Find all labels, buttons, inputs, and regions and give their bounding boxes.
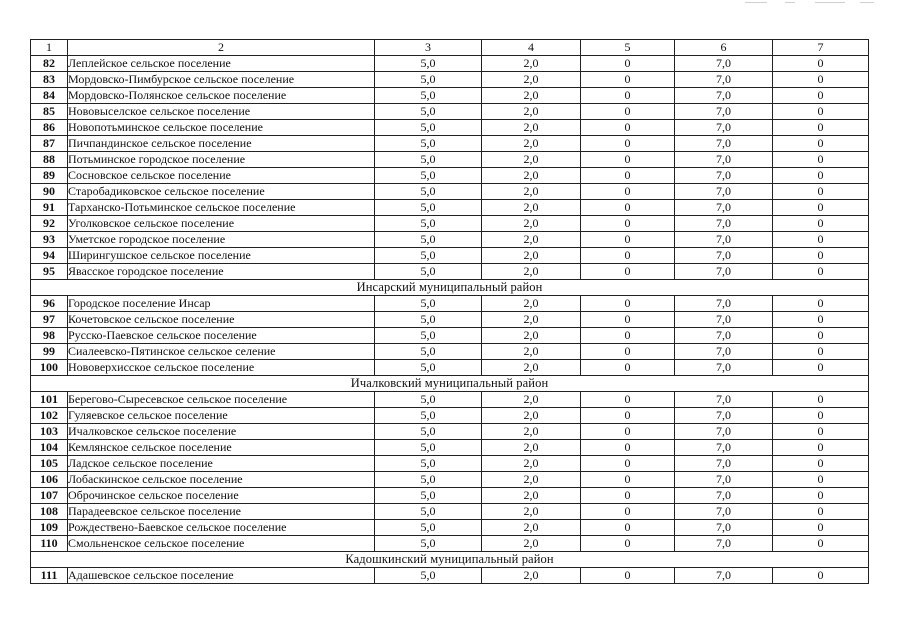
row-number: 85 (31, 104, 68, 120)
table-row (31, 72, 869, 88)
value-col6: 7,0 (675, 392, 773, 408)
value-col7: 0 (773, 136, 869, 152)
table-body (31, 40, 869, 584)
value-col5: 0 (581, 408, 675, 424)
value-col6: 7,0 (675, 200, 773, 216)
value-col6: 7,0 (675, 136, 773, 152)
value-col6: 7,0 (675, 360, 773, 376)
settlement-name: Ширингушское сельское поселение (68, 248, 375, 264)
value-col7: 0 (773, 312, 869, 328)
settlement-name: Адашевское сельское поселение (68, 568, 375, 584)
value-col6: 7,0 (675, 344, 773, 360)
value-col3: 5,0 (375, 72, 482, 88)
value-col5: 0 (581, 488, 675, 504)
row-number: 97 (31, 312, 68, 328)
table-row (31, 424, 869, 440)
value-col7: 0 (773, 104, 869, 120)
value-col4: 2,0 (482, 328, 581, 344)
value-col5: 0 (581, 296, 675, 312)
table-row (31, 456, 869, 472)
settlement-name: Мордовско-Пимбурское сельское поселение (68, 72, 375, 88)
settlement-name: Старобадиковское сельское поселение (68, 184, 375, 200)
value-col5: 0 (581, 184, 675, 200)
value-col6: 7,0 (675, 440, 773, 456)
row-number: 93 (31, 232, 68, 248)
value-col5: 0 (581, 536, 675, 552)
row-number: 102 (31, 408, 68, 424)
value-col7: 0 (773, 424, 869, 440)
header-cell: 3 (375, 40, 482, 56)
value-col5: 0 (581, 520, 675, 536)
value-col7: 0 (773, 88, 869, 104)
settlement-name: Берегово-Сыресевское сельское поселение (68, 392, 375, 408)
row-number: 92 (31, 216, 68, 232)
value-col5: 0 (581, 456, 675, 472)
row-number: 111 (31, 568, 68, 584)
value-col4: 2,0 (482, 120, 581, 136)
value-col7: 0 (773, 408, 869, 424)
value-col6: 7,0 (675, 264, 773, 280)
table-row (31, 120, 869, 136)
settlement-name: Русско-Паевское сельское поселение (68, 328, 375, 344)
value-col4: 2,0 (482, 248, 581, 264)
row-number: 101 (31, 392, 68, 408)
rates-table (30, 39, 869, 584)
value-col3: 5,0 (375, 56, 482, 72)
value-col5: 0 (581, 504, 675, 520)
value-col7: 0 (773, 264, 869, 280)
row-number: 91 (31, 200, 68, 216)
value-col6: 7,0 (675, 104, 773, 120)
scan-artifact (745, 0, 895, 8)
value-col7: 0 (773, 328, 869, 344)
value-col3: 5,0 (375, 440, 482, 456)
value-col3: 5,0 (375, 344, 482, 360)
value-col7: 0 (773, 232, 869, 248)
table-row (31, 104, 869, 120)
value-col4: 2,0 (482, 520, 581, 536)
value-col3: 5,0 (375, 248, 482, 264)
row-number: 89 (31, 168, 68, 184)
value-col4: 2,0 (482, 88, 581, 104)
row-number: 83 (31, 72, 68, 88)
value-col7: 0 (773, 216, 869, 232)
header-cell: 7 (773, 40, 869, 56)
row-number: 100 (31, 360, 68, 376)
settlement-name: Оброчинское сельское поселение (68, 488, 375, 504)
row-number: 96 (31, 296, 68, 312)
value-col5: 0 (581, 120, 675, 136)
value-col6: 7,0 (675, 488, 773, 504)
value-col3: 5,0 (375, 264, 482, 280)
value-col6: 7,0 (675, 536, 773, 552)
settlement-name: Новопотьминское сельское поселение (68, 120, 375, 136)
value-col6: 7,0 (675, 216, 773, 232)
value-col7: 0 (773, 504, 869, 520)
table-row (31, 328, 869, 344)
value-col7: 0 (773, 392, 869, 408)
value-col6: 7,0 (675, 88, 773, 104)
value-col5: 0 (581, 88, 675, 104)
settlement-name: Кочетовское сельское поселение (68, 312, 375, 328)
settlement-name: Городское поселение Инсар (68, 296, 375, 312)
value-col7: 0 (773, 200, 869, 216)
row-number: 95 (31, 264, 68, 280)
value-col5: 0 (581, 568, 675, 584)
district-section-row (31, 552, 869, 568)
value-col4: 2,0 (482, 408, 581, 424)
value-col4: 2,0 (482, 152, 581, 168)
value-col7: 0 (773, 472, 869, 488)
settlement-name: Сиалеевско-Пятинское сельское селение (68, 344, 375, 360)
value-col4: 2,0 (482, 136, 581, 152)
header-row (31, 40, 869, 56)
header-cell: 4 (482, 40, 581, 56)
value-col3: 5,0 (375, 424, 482, 440)
value-col5: 0 (581, 152, 675, 168)
value-col4: 2,0 (482, 424, 581, 440)
district-title: Кадошкинский муниципальный район (31, 552, 869, 568)
table-row (31, 232, 869, 248)
row-number: 82 (31, 56, 68, 72)
settlement-name: Смольненское сельское поселение (68, 536, 375, 552)
value-col5: 0 (581, 392, 675, 408)
settlement-name: Рождествено-Баевское сельское поселение (68, 520, 375, 536)
value-col5: 0 (581, 312, 675, 328)
value-col6: 7,0 (675, 328, 773, 344)
header-cell: 5 (581, 40, 675, 56)
row-number: 109 (31, 520, 68, 536)
settlement-name: Парадеевское сельское поселение (68, 504, 375, 520)
settlement-name: Уметское городское поселение (68, 232, 375, 248)
table-row (31, 312, 869, 328)
value-col4: 2,0 (482, 184, 581, 200)
value-col5: 0 (581, 56, 675, 72)
value-col4: 2,0 (482, 168, 581, 184)
value-col6: 7,0 (675, 456, 773, 472)
header-cell: 1 (31, 40, 68, 56)
value-col3: 5,0 (375, 456, 482, 472)
value-col3: 5,0 (375, 568, 482, 584)
value-col5: 0 (581, 440, 675, 456)
value-col5: 0 (581, 328, 675, 344)
value-col5: 0 (581, 104, 675, 120)
value-col6: 7,0 (675, 248, 773, 264)
header-cell: 2 (68, 40, 375, 56)
value-col5: 0 (581, 216, 675, 232)
value-col4: 2,0 (482, 456, 581, 472)
value-col3: 5,0 (375, 104, 482, 120)
value-col6: 7,0 (675, 168, 773, 184)
table-row (31, 136, 869, 152)
table-row (31, 408, 869, 424)
settlement-name: Мордовско-Полянское сельское поселение (68, 88, 375, 104)
table-row (31, 536, 869, 552)
value-col3: 5,0 (375, 168, 482, 184)
value-col3: 5,0 (375, 152, 482, 168)
value-col3: 5,0 (375, 360, 482, 376)
header-cell: 6 (675, 40, 773, 56)
table-row (31, 392, 869, 408)
value-col6: 7,0 (675, 408, 773, 424)
value-col5: 0 (581, 72, 675, 88)
value-col6: 7,0 (675, 56, 773, 72)
value-col6: 7,0 (675, 520, 773, 536)
settlement-name: Гуляевское сельское поселение (68, 408, 375, 424)
value-col6: 7,0 (675, 184, 773, 200)
value-col3: 5,0 (375, 120, 482, 136)
value-col7: 0 (773, 456, 869, 472)
value-col7: 0 (773, 568, 869, 584)
value-col3: 5,0 (375, 472, 482, 488)
district-section-row (31, 280, 869, 296)
row-number: 86 (31, 120, 68, 136)
value-col4: 2,0 (482, 216, 581, 232)
value-col4: 2,0 (482, 392, 581, 408)
row-number: 106 (31, 472, 68, 488)
settlement-name: Нововыселское сельское поселение (68, 104, 375, 120)
value-col6: 7,0 (675, 312, 773, 328)
value-col6: 7,0 (675, 232, 773, 248)
value-col6: 7,0 (675, 120, 773, 136)
district-title: Ичалковский муниципальный район (31, 376, 869, 392)
value-col5: 0 (581, 264, 675, 280)
value-col4: 2,0 (482, 568, 581, 584)
district-section-row (31, 376, 869, 392)
value-col7: 0 (773, 184, 869, 200)
table-row (31, 488, 869, 504)
table-row (31, 360, 869, 376)
value-col5: 0 (581, 200, 675, 216)
settlement-name: Леплейское сельское поселение (68, 56, 375, 72)
value-col6: 7,0 (675, 152, 773, 168)
value-col4: 2,0 (482, 72, 581, 88)
row-number: 104 (31, 440, 68, 456)
settlement-name: Уголковское сельское поселение (68, 216, 375, 232)
row-number: 84 (31, 88, 68, 104)
value-col6: 7,0 (675, 296, 773, 312)
value-col4: 2,0 (482, 536, 581, 552)
value-col5: 0 (581, 424, 675, 440)
value-col6: 7,0 (675, 424, 773, 440)
value-col3: 5,0 (375, 392, 482, 408)
value-col7: 0 (773, 360, 869, 376)
district-title: Инсарский муниципальный район (31, 280, 869, 296)
row-number: 107 (31, 488, 68, 504)
row-number: 98 (31, 328, 68, 344)
value-col7: 0 (773, 168, 869, 184)
value-col6: 7,0 (675, 568, 773, 584)
table-row (31, 168, 869, 184)
table-row (31, 264, 869, 280)
value-col4: 2,0 (482, 488, 581, 504)
value-col4: 2,0 (482, 360, 581, 376)
value-col4: 2,0 (482, 472, 581, 488)
table-row (31, 184, 869, 200)
row-number: 105 (31, 456, 68, 472)
value-col4: 2,0 (482, 504, 581, 520)
value-col7: 0 (773, 296, 869, 312)
value-col7: 0 (773, 344, 869, 360)
table-row (31, 88, 869, 104)
value-col5: 0 (581, 472, 675, 488)
settlement-name: Тарханско-Потьминское сельское поселение (68, 200, 375, 216)
value-col5: 0 (581, 136, 675, 152)
value-col5: 0 (581, 168, 675, 184)
row-number: 88 (31, 152, 68, 168)
table-row (31, 248, 869, 264)
value-col7: 0 (773, 488, 869, 504)
table-row (31, 472, 869, 488)
value-col4: 2,0 (482, 440, 581, 456)
table-row (31, 344, 869, 360)
value-col5: 0 (581, 360, 675, 376)
value-col3: 5,0 (375, 184, 482, 200)
value-col4: 2,0 (482, 312, 581, 328)
value-col7: 0 (773, 120, 869, 136)
table-row (31, 568, 869, 584)
settlement-name: Нововерхисское сельское поселение (68, 360, 375, 376)
value-col6: 7,0 (675, 504, 773, 520)
value-col4: 2,0 (482, 232, 581, 248)
value-col5: 0 (581, 232, 675, 248)
settlement-name: Потьминское городское поселение (68, 152, 375, 168)
table-row (31, 56, 869, 72)
value-col3: 5,0 (375, 536, 482, 552)
value-col3: 5,0 (375, 408, 482, 424)
value-col7: 0 (773, 536, 869, 552)
table-row (31, 200, 869, 216)
table-row (31, 440, 869, 456)
value-col4: 2,0 (482, 296, 581, 312)
row-number: 108 (31, 504, 68, 520)
value-col6: 7,0 (675, 72, 773, 88)
value-col3: 5,0 (375, 200, 482, 216)
settlement-name: Ичалковское сельское поселение (68, 424, 375, 440)
value-col3: 5,0 (375, 136, 482, 152)
value-col3: 5,0 (375, 520, 482, 536)
value-col3: 5,0 (375, 296, 482, 312)
value-col3: 5,0 (375, 88, 482, 104)
table-row (31, 504, 869, 520)
settlement-name: Лобаскинское сельское поселение (68, 472, 375, 488)
value-col5: 0 (581, 248, 675, 264)
value-col3: 5,0 (375, 488, 482, 504)
value-col4: 2,0 (482, 56, 581, 72)
settlement-name: Явасское городское поселение (68, 264, 375, 280)
value-col3: 5,0 (375, 216, 482, 232)
row-number: 90 (31, 184, 68, 200)
value-col6: 7,0 (675, 472, 773, 488)
value-col3: 5,0 (375, 504, 482, 520)
value-col3: 5,0 (375, 232, 482, 248)
value-col3: 5,0 (375, 312, 482, 328)
value-col7: 0 (773, 440, 869, 456)
value-col7: 0 (773, 520, 869, 536)
row-number: 110 (31, 536, 68, 552)
table-row (31, 216, 869, 232)
table-row (31, 152, 869, 168)
value-col5: 0 (581, 344, 675, 360)
value-col3: 5,0 (375, 328, 482, 344)
settlement-name: Ладское сельское поселение (68, 456, 375, 472)
settlement-name: Сосновское сельское поселение (68, 168, 375, 184)
value-col4: 2,0 (482, 264, 581, 280)
value-col4: 2,0 (482, 200, 581, 216)
row-number: 94 (31, 248, 68, 264)
value-col4: 2,0 (482, 344, 581, 360)
settlement-name: Кемлянское сельское поселение (68, 440, 375, 456)
table-row (31, 520, 869, 536)
value-col4: 2,0 (482, 104, 581, 120)
value-col7: 0 (773, 152, 869, 168)
settlement-name: Пичпандинское сельское поселение (68, 136, 375, 152)
value-col7: 0 (773, 56, 869, 72)
value-col7: 0 (773, 72, 869, 88)
row-number: 87 (31, 136, 68, 152)
row-number: 99 (31, 344, 68, 360)
row-number: 103 (31, 424, 68, 440)
table-row (31, 296, 869, 312)
value-col7: 0 (773, 248, 869, 264)
